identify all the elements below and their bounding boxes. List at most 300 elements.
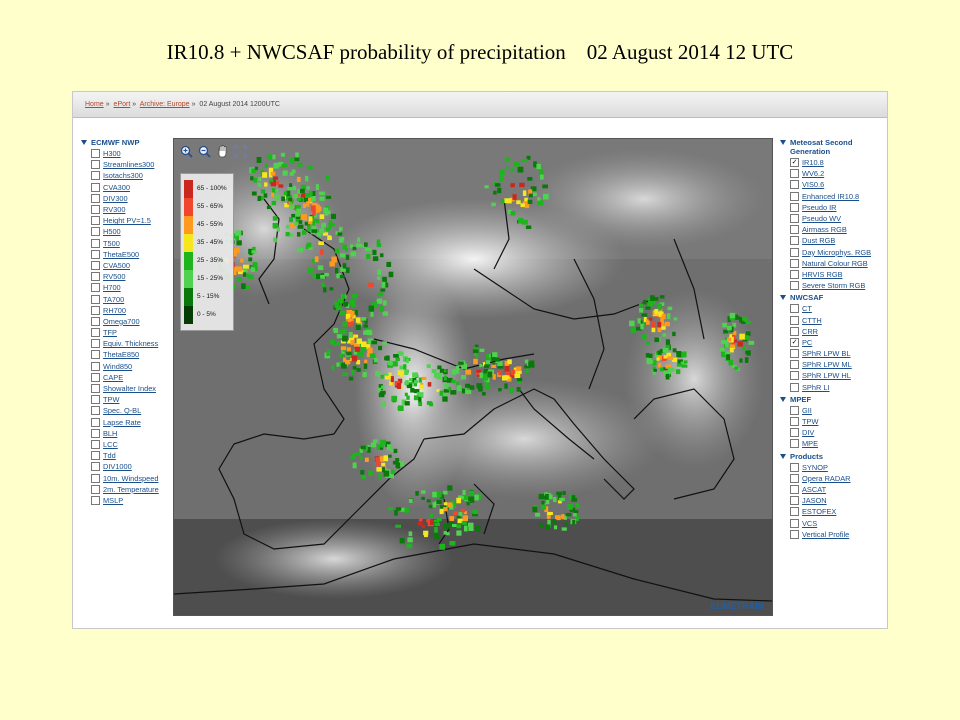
layer-checkbox[interactable] — [790, 507, 799, 516]
layer-item-2m-temperature[interactable] — [81, 484, 177, 495]
layer-label[interactable]: Opera RADAR — [802, 473, 851, 483]
layer-checkbox[interactable] — [790, 225, 799, 234]
layer-label[interactable]: CVA500 — [103, 260, 130, 270]
precip-pixel — [576, 503, 580, 507]
collapse-triangle-icon[interactable] — [780, 140, 786, 145]
precip-pixel — [289, 205, 295, 209]
precip-pixel — [652, 328, 656, 333]
layer-item-lapse-rate[interactable] — [81, 417, 177, 428]
precip-pixel — [397, 383, 401, 389]
layer-checkbox[interactable] — [790, 248, 799, 257]
layer-label[interactable]: Pseudo IR — [802, 202, 837, 212]
layer-item-div300[interactable] — [81, 193, 177, 204]
layer-item-div[interactable] — [780, 427, 886, 438]
precip-pixel — [462, 388, 465, 393]
layer-label[interactable]: DIV — [802, 428, 815, 438]
precip-pixel — [248, 275, 254, 280]
layer-label[interactable]: Equiv. Thickness — [103, 339, 159, 349]
precip-pixel — [662, 333, 666, 336]
satellite-map[interactable] — [173, 138, 773, 616]
layer-item-isotachs300[interactable] — [81, 170, 177, 181]
layer-item-10m-windspeed[interactable] — [81, 472, 177, 483]
layer-item-spec-q-bl[interactable] — [81, 405, 177, 416]
layer-checkbox[interactable] — [790, 428, 799, 437]
layer-checkbox[interactable] — [790, 259, 799, 268]
precip-pixel — [234, 248, 240, 253]
precip-pixel — [376, 467, 382, 472]
layer-label[interactable]: Spec. Q-BL — [103, 406, 142, 416]
layer-checkbox[interactable] — [790, 439, 799, 448]
precip-pixel — [543, 194, 549, 200]
precip-pixel — [320, 275, 325, 279]
eport-screenshot — [72, 91, 888, 629]
precip-pixel — [443, 507, 447, 511]
precip-pixel — [368, 283, 374, 287]
group-header-meteosat-second-generation[interactable] — [780, 138, 886, 156]
layer-label[interactable]: SPhR LI — [802, 382, 830, 392]
satellite-image[interactable] — [174, 139, 772, 615]
layer-label[interactable]: SPhR LPW ML — [802, 360, 852, 370]
layer-item-estofex[interactable] — [780, 506, 886, 517]
precip-pixel — [437, 366, 441, 370]
layer-item-crr[interactable] — [780, 326, 886, 337]
precip-pixel — [468, 526, 473, 531]
zoom-out-icon[interactable] — [198, 145, 211, 158]
layer-item-gii[interactable] — [780, 405, 886, 416]
precip-pixel — [389, 272, 394, 278]
precip-pixel — [523, 190, 526, 196]
layer-checkbox[interactable] — [91, 261, 100, 270]
layer-checkbox[interactable] — [790, 192, 799, 201]
layer-checkbox[interactable] — [91, 418, 100, 427]
precip-pixel — [395, 525, 401, 528]
layer-label[interactable]: RH700 — [103, 305, 127, 315]
layer-checkbox[interactable] — [790, 485, 799, 494]
precip-pixel — [405, 401, 410, 405]
layer-item-tfp[interactable] — [81, 327, 177, 338]
layer-label[interactable]: 10m. Windspeed — [103, 473, 159, 483]
layer-checkbox[interactable] — [790, 496, 799, 505]
layer-item-synop[interactable] — [780, 462, 886, 473]
precip-pixel — [541, 505, 546, 510]
precip-pixel — [399, 352, 404, 356]
precip-pixel — [273, 177, 278, 180]
layer-item-jason[interactable] — [780, 495, 886, 506]
layer-label[interactable]: RV300 — [103, 205, 126, 215]
precip-pixel — [631, 327, 636, 333]
layer-label[interactable]: PC — [802, 337, 813, 347]
layer-label[interactable]: ThetaE500 — [103, 249, 140, 259]
collapse-triangle-icon[interactable] — [780, 295, 786, 300]
layer-checkbox[interactable]: ✓ — [791, 338, 798, 346]
layer-checkbox[interactable] — [91, 362, 100, 371]
precip-pixel — [744, 335, 749, 340]
layer-checkbox[interactable] — [91, 183, 100, 192]
layer-checkbox[interactable] — [91, 205, 100, 214]
layer-label[interactable]: Lapse Rate — [103, 417, 141, 427]
layer-label[interactable]: CTTH — [802, 315, 822, 325]
layer-checkbox[interactable] — [91, 384, 100, 393]
precip-pixel — [537, 197, 540, 201]
layer-checkbox[interactable] — [91, 283, 100, 292]
layer-checkbox[interactable] — [91, 350, 100, 359]
precip-pixel — [505, 366, 510, 372]
layer-label[interactable]: BLH — [103, 428, 118, 438]
layer-label[interactable]: 2m. Temperature — [103, 484, 159, 494]
layer-label[interactable]: ASCAT — [802, 484, 827, 494]
precip-pixel — [253, 262, 258, 268]
layer-label[interactable]: CRR — [802, 326, 819, 336]
layer-label[interactable]: JASON — [802, 496, 827, 506]
precip-pixel — [444, 524, 449, 529]
zoom-in-icon[interactable] — [180, 145, 193, 158]
precip-pixel — [473, 349, 479, 353]
precip-pixel — [480, 373, 483, 379]
layer-label[interactable]: MSLP — [103, 495, 124, 505]
layer-item-lcc[interactable] — [81, 439, 177, 450]
layer-checkbox[interactable] — [790, 349, 799, 358]
layer-item-tpw[interactable] — [81, 394, 177, 405]
legend-label: 65 - 100% — [197, 185, 227, 192]
precip-pixel — [307, 226, 311, 232]
layer-label[interactable]: Tdd — [103, 451, 116, 461]
precip-pixel — [327, 349, 330, 353]
layer-checkbox[interactable] — [790, 519, 799, 528]
precip-pixel — [499, 176, 503, 181]
layer-label[interactable]: GII — [802, 405, 812, 415]
layer-label[interactable]: CVA300 — [103, 182, 130, 192]
layer-label[interactable]: CAPE — [103, 372, 124, 382]
layer-label[interactable]: Enhanced IR10.8 — [802, 191, 860, 201]
layer-checkbox[interactable] — [790, 371, 799, 380]
precip-pixel — [493, 191, 496, 195]
layer-item-ir10-8[interactable] — [780, 157, 886, 168]
layer-checkbox[interactable] — [91, 239, 100, 248]
layer-checkbox[interactable] — [790, 316, 799, 325]
precip-pixel — [330, 340, 335, 345]
layer-label[interactable]: LCC — [103, 439, 118, 449]
pan-hand-icon[interactable] — [216, 145, 229, 158]
collapse-triangle-icon[interactable] — [780, 397, 786, 402]
precip-pixel — [380, 253, 384, 257]
layer-label[interactable]: SYNOP — [802, 462, 828, 472]
legend-swatch — [184, 288, 193, 306]
layer-item-thetae500[interactable] — [81, 249, 177, 260]
layer-checkbox[interactable] — [91, 451, 100, 460]
precip-pixel — [666, 339, 670, 344]
layer-item-dust-rgb[interactable] — [780, 235, 886, 246]
layer-checkbox[interactable] — [790, 180, 799, 189]
breadcrumb-home-link[interactable]: Home — [85, 101, 104, 108]
layer-item-h500[interactable] — [81, 226, 177, 237]
precip-pixel — [320, 249, 323, 255]
precip-pixel — [639, 308, 643, 313]
legend-swatch — [184, 306, 193, 324]
layer-item-sphr-li[interactable] — [780, 382, 886, 393]
group-title: MPEF — [790, 394, 812, 404]
layer-item-mslp[interactable] — [81, 495, 177, 506]
layer-checkbox[interactable] — [790, 406, 799, 415]
precip-pixel — [346, 267, 350, 273]
group-title: ECMWF NWP — [91, 138, 140, 147]
layer-checkbox[interactable] — [91, 295, 100, 304]
precip-pixel — [346, 352, 351, 355]
layer-item-mpe[interactable] — [780, 438, 886, 449]
layer-item-pc[interactable] — [780, 337, 886, 348]
layer-label[interactable]: H700 — [103, 283, 121, 293]
layer-checkbox[interactable] — [91, 194, 100, 203]
layer-label[interactable]: HRVIS RGB — [802, 269, 843, 279]
group-header-nwcsaf[interactable] — [780, 293, 886, 302]
breadcrumb-eport-link[interactable]: ePort — [113, 101, 131, 108]
layer-item-airmass-rgb[interactable] — [780, 224, 886, 235]
precip-pixel — [440, 509, 444, 514]
precip-pixel — [395, 358, 400, 361]
precip-pixel — [637, 318, 640, 323]
layer-label[interactable]: ThetaE850 — [103, 350, 140, 360]
precip-pixel — [421, 490, 425, 493]
layer-item-sphr-lpw-bl[interactable] — [780, 348, 886, 359]
layer-item-pseudo-wv[interactable] — [780, 213, 886, 224]
precip-pixel — [493, 374, 496, 380]
layer-item-h300[interactable] — [81, 148, 177, 159]
layer-label[interactable]: TA700 — [103, 294, 125, 304]
layer-checkbox[interactable] — [790, 417, 799, 426]
layer-label[interactable]: SPhR LPW BL — [802, 349, 851, 359]
layer-item-rv300[interactable] — [81, 204, 177, 215]
layer-label[interactable]: ESTOFEX — [802, 507, 837, 517]
layer-checkbox[interactable] — [790, 474, 799, 483]
legend-swatch — [184, 252, 193, 270]
layer-item-wind850[interactable] — [81, 361, 177, 372]
group-header-mpef[interactable] — [780, 395, 886, 404]
precip-pixel — [284, 191, 287, 195]
layer-item-tdd[interactable] — [81, 450, 177, 461]
collapse-triangle-icon[interactable] — [780, 454, 786, 459]
precip-pixel — [326, 196, 331, 199]
precip-pixel — [662, 314, 666, 320]
precip-pixel — [511, 211, 516, 216]
precip-pixel — [395, 458, 399, 461]
collapse-triangle-icon[interactable] — [81, 140, 87, 145]
precip-pixel — [421, 525, 425, 529]
precip-pixel — [654, 297, 659, 301]
layer-label[interactable]: H300 — [103, 149, 121, 159]
layer-label[interactable]: DIV1000 — [103, 462, 132, 472]
layer-checkbox[interactable] — [91, 216, 100, 225]
precip-pixel — [391, 376, 394, 382]
layer-label[interactable]: Severe Storm RGB — [802, 281, 866, 291]
layer-checkbox[interactable] — [91, 339, 100, 348]
layer-item-rv500[interactable] — [81, 271, 177, 282]
layer-checkbox[interactable] — [790, 327, 799, 336]
layer-item-ta700[interactable] — [81, 293, 177, 304]
layer-checkbox[interactable] — [790, 360, 799, 369]
layer-item-opera-radar[interactable] — [780, 473, 886, 484]
precip-pixel — [400, 372, 403, 377]
layer-item-wv6-2[interactable] — [780, 168, 886, 179]
layer-item-vis0-6[interactable] — [780, 179, 886, 190]
layer-label[interactable]: DIV300 — [103, 193, 128, 203]
layer-label[interactable]: Wind850 — [103, 361, 133, 371]
layer-checkbox[interactable]: ✓ — [791, 159, 798, 167]
precip-pixel — [336, 363, 339, 367]
group-header-products[interactable] — [780, 452, 886, 461]
layer-item-streamlines300[interactable] — [81, 159, 177, 170]
precip-pixel — [379, 306, 384, 312]
precip-pixel — [427, 364, 431, 368]
layer-label[interactable]: VCS — [802, 518, 818, 528]
layer-item-natural-colour-rgb[interactable] — [780, 258, 886, 269]
precip-pixel — [300, 189, 305, 193]
layer-checkbox[interactable] — [790, 281, 799, 290]
precip-pixel — [352, 294, 358, 298]
precip-pixel — [424, 533, 428, 537]
precip-pixel — [437, 518, 442, 521]
layer-item-h700[interactable] — [81, 282, 177, 293]
precip-pixel — [505, 166, 508, 169]
layer-checkbox[interactable] — [91, 373, 100, 382]
layer-checkbox[interactable] — [790, 203, 799, 212]
layer-checkbox[interactable] — [91, 160, 100, 169]
layer-item-showalter-index[interactable] — [81, 383, 177, 394]
layer-label[interactable]: RV500 — [103, 272, 126, 282]
layer-checkbox[interactable] — [790, 530, 799, 539]
precip-pixel — [357, 338, 363, 344]
layer-label[interactable]: Height PV=1.5 — [103, 216, 151, 226]
layer-item-height-pv-1-5[interactable] — [81, 215, 177, 226]
layer-checkbox[interactable] — [91, 395, 100, 404]
precip-pixel — [727, 338, 731, 342]
layer-checkbox[interactable] — [790, 304, 799, 313]
precip-pixel — [318, 206, 321, 211]
layer-checkbox[interactable] — [790, 214, 799, 223]
layer-checkbox[interactable] — [91, 474, 100, 483]
layer-item-tpw[interactable] — [780, 416, 886, 427]
layer-checkbox[interactable] — [790, 236, 799, 245]
layer-item-sphr-lpw-hl[interactable] — [780, 370, 886, 381]
precip-pixel — [446, 532, 449, 535]
layer-checkbox[interactable] — [790, 169, 799, 178]
layer-label[interactable]: TPW — [103, 395, 120, 405]
precip-pixel — [355, 347, 360, 352]
layer-checkbox[interactable] — [91, 429, 100, 438]
layer-checkbox[interactable] — [91, 496, 100, 505]
layer-label[interactable]: TFP — [103, 328, 117, 338]
precip-pixel — [682, 365, 688, 368]
layer-label[interactable]: Streamlines300 — [103, 160, 155, 170]
layer-checkbox[interactable] — [91, 406, 100, 415]
layer-label[interactable]: Showalter Index — [103, 384, 156, 394]
group-header-ecmwf-nwp[interactable] — [81, 138, 177, 147]
layer-label[interactable]: Omega700 — [103, 316, 140, 326]
precip-pixel — [357, 238, 360, 243]
breadcrumb-archive-link[interactable]: Archive: Europe — [139, 101, 190, 108]
layer-checkbox[interactable] — [91, 317, 100, 326]
layer-checkbox[interactable] — [91, 328, 100, 337]
layer-label[interactable]: SPhR LPW HL — [802, 371, 851, 381]
layer-checkbox[interactable] — [91, 227, 100, 236]
layer-checkbox[interactable] — [91, 462, 100, 471]
layer-item-ct[interactable] — [780, 303, 886, 314]
layer-checkbox[interactable] — [91, 250, 100, 259]
layer-item-blh[interactable] — [81, 428, 177, 439]
layer-item-cape[interactable] — [81, 372, 177, 383]
precip-pixel — [396, 507, 401, 511]
layer-label[interactable]: CT — [802, 304, 812, 314]
precip-pixel — [318, 265, 323, 270]
layer-checkbox[interactable] — [91, 171, 100, 180]
precip-pixel — [491, 203, 496, 207]
precip-pixel — [237, 277, 242, 282]
layer-label[interactable]: Dust RGB — [802, 236, 836, 246]
layer-label[interactable]: T500 — [103, 238, 120, 248]
precip-pixel — [464, 526, 468, 532]
layer-item-pseudo-ir[interactable] — [780, 202, 886, 213]
layer-item-ctth[interactable] — [780, 314, 886, 325]
layer-item-t500[interactable] — [81, 238, 177, 249]
layer-checkbox[interactable] — [91, 485, 100, 494]
layer-label[interactable]: Natural Colour RGB — [802, 258, 868, 268]
layer-checkbox[interactable] — [790, 270, 799, 279]
precip-pixel — [641, 313, 647, 316]
precip-pixel — [348, 318, 351, 322]
layer-item-ascat[interactable] — [780, 484, 886, 495]
precip-pixel — [264, 193, 268, 197]
precip-pixel — [517, 387, 521, 392]
layer-checkbox[interactable] — [91, 272, 100, 281]
precip-pixel — [532, 507, 537, 512]
layer-label[interactable]: Day Microphys. RGB — [802, 247, 871, 257]
layer-label[interactable]: TPW — [802, 417, 819, 427]
layer-label[interactable]: MPE — [802, 439, 819, 449]
precip-pixel — [645, 307, 650, 310]
layer-checkbox[interactable] — [91, 440, 100, 449]
layer-item-thetae850[interactable] — [81, 349, 177, 360]
layer-label[interactable]: Pseudo WV — [802, 214, 842, 224]
layer-label[interactable]: Isotachs300 — [103, 171, 143, 181]
layer-item-omega700[interactable] — [81, 316, 177, 327]
layer-item-cva300[interactable] — [81, 182, 177, 193]
layer-item-rh700[interactable] — [81, 305, 177, 316]
layer-label[interactable]: H500 — [103, 227, 121, 237]
layer-checkbox[interactable] — [91, 149, 100, 158]
layer-item-vertical-profile[interactable] — [780, 529, 886, 540]
layer-label[interactable]: Vertical Profile — [802, 529, 850, 539]
precip-pixel — [250, 176, 253, 180]
layer-item-vcs[interactable] — [780, 517, 886, 528]
precip-pixel — [377, 243, 382, 247]
precip-pixel — [353, 463, 357, 469]
layer-label[interactable]: Airmass RGB — [802, 225, 847, 235]
fullscreen-icon[interactable] — [234, 145, 247, 158]
layer-label[interactable]: VIS0.6 — [802, 180, 825, 190]
layer-checkbox[interactable] — [790, 463, 799, 472]
layer-item-hrvis-rgb[interactable] — [780, 269, 886, 280]
layer-item-equiv-thickness[interactable] — [81, 338, 177, 349]
layer-item-enhanced-ir10-8[interactable] — [780, 191, 886, 202]
precip-pixel — [292, 170, 296, 174]
layer-checkbox[interactable] — [91, 306, 100, 315]
layer-item-cva500[interactable] — [81, 260, 177, 271]
layer-item-severe-storm-rgb[interactable] — [780, 280, 886, 291]
layer-label[interactable]: WV6.2 — [802, 169, 825, 179]
layer-item-sphr-lpw-ml[interactable] — [780, 359, 886, 370]
layer-item-div1000[interactable] — [81, 461, 177, 472]
layer-item-day-microphys-rgb[interactable] — [780, 247, 886, 258]
layer-label[interactable]: IR10.8 — [802, 158, 824, 168]
layer-checkbox[interactable] — [790, 383, 799, 392]
